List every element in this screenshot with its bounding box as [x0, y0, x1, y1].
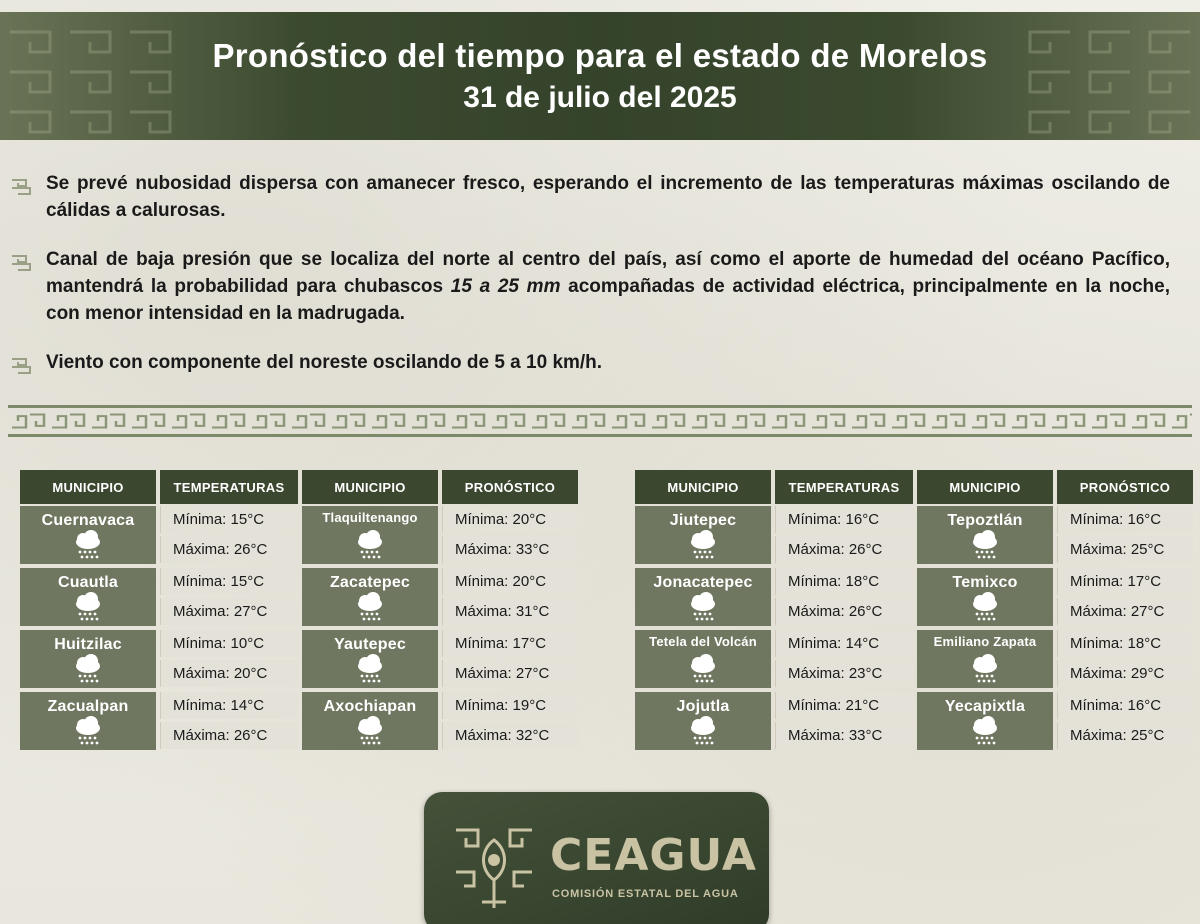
municipio-cell — [635, 630, 771, 688]
min-temp-cell: Mínima: 20°C — [442, 568, 578, 595]
decorative-frieze — [8, 405, 1192, 437]
municipio-cell — [635, 568, 771, 626]
min-temp-cell: Mínima: 16°C — [1057, 506, 1193, 533]
frieze-motif — [292, 415, 324, 428]
max-temp-cell: Máxima: 27°C — [442, 660, 578, 687]
min-temp-cell: Mínima: 14°C — [775, 630, 913, 657]
municipio-name: Jiutepec — [669, 512, 737, 529]
municipio-cell — [917, 568, 1053, 626]
frieze-motif — [212, 415, 244, 428]
frieze-motif — [172, 415, 204, 428]
forecast-bullet — [10, 349, 1180, 377]
max-temp-cell: Máxima: 33°C — [442, 536, 578, 563]
max-temp-cell: Máxima: 26°C — [160, 536, 298, 563]
forecast-bullets — [10, 170, 1180, 399]
frieze-motif — [52, 415, 84, 428]
municipio-cell — [917, 506, 1053, 564]
municipio-cell — [302, 630, 438, 688]
spiral-bullet-icon — [10, 174, 36, 198]
municipio-cell — [302, 568, 438, 626]
municipio-name: Tetela del Volcán — [649, 634, 757, 649]
min-temp-cell: Mínima: 10°C — [160, 630, 298, 657]
rain-cloud-icon — [72, 716, 104, 746]
header-pattern-icon — [0, 12, 220, 140]
header-pattern-icon — [980, 12, 1200, 140]
frieze-motif — [692, 415, 724, 428]
municipio-cell — [917, 692, 1053, 750]
rain-cloud-icon — [72, 654, 104, 684]
rain-cloud-icon — [354, 592, 386, 622]
municipio-name: Zacatepec — [329, 574, 411, 591]
municipio-name: Emiliano Zapata — [933, 634, 1037, 649]
max-temp-cell: Máxima: 29°C — [1057, 660, 1193, 687]
column-header-temperaturas: TEMPERATURAS — [775, 470, 913, 504]
bullet-text-part: Canal de baja presión que se localiza del norte al centro del país, así como el aporte de humedad del océano Pacífico, mantendrá la probabilidad para chubascos — [46, 249, 1170, 297]
municipio-cell — [20, 630, 156, 688]
frieze-motif — [1012, 415, 1044, 428]
column-header-pronostico: PRONÓSTICO — [442, 470, 578, 504]
forecast-bullet — [10, 170, 1180, 224]
rain-cloud-icon — [687, 654, 719, 684]
municipio-name: Tlaquiltenango — [322, 510, 418, 525]
frieze-motif — [252, 415, 284, 428]
column-header-municipio: MUNICIPIO — [635, 470, 771, 504]
min-temp-cell: Mínima: 16°C — [775, 506, 913, 533]
column-header-temperaturas: TEMPERATURAS — [160, 470, 298, 504]
min-temp-cell: Mínima: 18°C — [775, 568, 913, 595]
municipio-cell — [635, 692, 771, 750]
rain-cloud-icon — [354, 716, 386, 746]
frieze-motif — [1132, 415, 1164, 428]
municipio-name: Jonacatepec — [653, 574, 753, 591]
min-temp-cell: Mínima: 14°C — [160, 692, 298, 719]
frieze-motif — [612, 415, 644, 428]
max-temp-cell: Máxima: 26°C — [775, 598, 913, 625]
frieze-motif — [892, 415, 924, 428]
min-temp-cell: Mínima: 20°C — [442, 506, 578, 533]
municipio-name: Temixco — [952, 574, 1018, 591]
municipio-name: Yecapixtla — [944, 698, 1026, 715]
forecast-bullet — [10, 246, 1180, 327]
rain-cloud-icon — [354, 654, 386, 684]
bullet-text-part: acompañadas de actividad eléctrica, principalmente en la noche, con menor intensidad en la madrugada. — [46, 276, 1170, 324]
frieze-motif — [492, 415, 524, 428]
min-temp-cell: Mínima: 15°C — [160, 568, 298, 595]
frieze-motif — [972, 415, 1004, 428]
rain-cloud-icon — [72, 530, 104, 560]
frieze-motif — [532, 415, 564, 428]
spiral-bullet-icon — [10, 250, 36, 274]
spiral-bullet-icon — [10, 353, 36, 377]
municipio-name: Yautepec — [334, 636, 406, 653]
min-temp-cell: Mínima: 15°C — [160, 506, 298, 533]
frieze-motif — [1052, 415, 1084, 428]
frieze-motif — [12, 415, 44, 428]
frieze-motif — [652, 415, 684, 428]
municipio-cell — [302, 506, 438, 564]
rain-cloud-icon — [687, 592, 719, 622]
max-temp-cell: Máxima: 33°C — [775, 722, 913, 749]
min-temp-cell: Mínima: 17°C — [1057, 568, 1193, 595]
logo-name: CEAGUA — [550, 830, 757, 881]
frieze-motif — [1172, 415, 1192, 428]
column-header-pronostico: PRONÓSTICO — [1057, 470, 1193, 504]
max-temp-cell: Máxima: 25°C — [1057, 536, 1193, 563]
frieze-motif — [812, 415, 844, 428]
frieze-motif — [572, 415, 604, 428]
municipio-name: Jojutla — [676, 698, 730, 715]
municipio-cell — [20, 568, 156, 626]
min-temp-cell: Mínima: 16°C — [1057, 692, 1193, 719]
max-temp-cell: Máxima: 31°C — [442, 598, 578, 625]
frieze-motif — [1092, 415, 1124, 428]
min-temp-cell: Mínima: 21°C — [775, 692, 913, 719]
max-temp-cell: Máxima: 32°C — [442, 722, 578, 749]
max-temp-cell: Máxima: 20°C — [160, 660, 298, 687]
rain-amount: 15 a 25 mm — [450, 276, 561, 297]
column-header-municipio: MUNICIPIO — [917, 470, 1053, 504]
municipio-name: Axochiapan — [323, 698, 417, 715]
municipio-cell — [20, 692, 156, 750]
rain-cloud-icon — [969, 592, 1001, 622]
frieze-motif — [772, 415, 804, 428]
bullet-text: Se prevé nubosidad dispersa con amanecer fresco, esperando el incremento de las temperaturas máximas oscilando de cálidas a calurosas. — [46, 173, 1170, 221]
bullet-text — [46, 246, 1170, 327]
frieze-motif — [852, 415, 884, 428]
max-temp-cell: Máxima: 26°C — [160, 722, 298, 749]
ceagua-logo — [424, 792, 769, 924]
municipio-cell — [635, 506, 771, 564]
rain-cloud-icon — [687, 716, 719, 746]
municipio-cell — [917, 630, 1053, 688]
municipio-cell — [302, 692, 438, 750]
rain-cloud-icon — [354, 530, 386, 560]
page-title: Pronóstico del tiempo para el estado de Morelos — [212, 37, 988, 74]
min-temp-cell: Mínima: 19°C — [442, 692, 578, 719]
max-temp-cell: Máxima: 27°C — [1057, 598, 1193, 625]
column-header-municipio: MUNICIPIO — [20, 470, 156, 504]
municipio-name: Zacualpan — [47, 698, 129, 715]
header-banner — [0, 12, 1200, 140]
rain-cloud-icon — [969, 654, 1001, 684]
column-header-municipio: MUNICIPIO — [302, 470, 438, 504]
municipio-name: Huitzilac — [54, 636, 122, 653]
municipio-cell — [20, 506, 156, 564]
logo-subtitle: COMISIÓN ESTATAL DEL AGUA — [552, 888, 739, 900]
rain-cloud-icon — [72, 592, 104, 622]
rain-cloud-icon — [969, 716, 1001, 746]
municipio-name: Tepoztlán — [947, 512, 1023, 529]
frieze-motif — [732, 415, 764, 428]
max-temp-cell: Máxima: 26°C — [775, 536, 913, 563]
municipio-name: Cuernavaca — [41, 512, 135, 529]
forecast-table-left — [20, 470, 578, 754]
bullet-text: Viento con componente del noreste oscilando de 5 a 10 km/h. — [46, 352, 603, 373]
min-temp-cell: Mínima: 18°C — [1057, 630, 1193, 657]
min-temp-cell: Mínima: 17°C — [442, 630, 578, 657]
frieze-motif — [372, 415, 404, 428]
ceagua-emblem-icon — [446, 820, 542, 912]
page-date: 31 de julio del 2025 — [463, 81, 737, 114]
frieze-motif — [452, 415, 484, 428]
max-temp-cell: Máxima: 27°C — [160, 598, 298, 625]
frieze-motif — [332, 415, 364, 428]
frieze-motif — [412, 415, 444, 428]
forecast-table-right — [635, 470, 1193, 754]
frieze-motif — [932, 415, 964, 428]
max-temp-cell: Máxima: 25°C — [1057, 722, 1193, 749]
rain-cloud-icon — [969, 530, 1001, 560]
max-temp-cell: Máxima: 23°C — [775, 660, 913, 687]
rain-cloud-icon — [687, 530, 719, 560]
municipio-name: Cuautla — [57, 574, 119, 591]
frieze-motif — [92, 415, 124, 428]
frieze-motif — [132, 415, 164, 428]
